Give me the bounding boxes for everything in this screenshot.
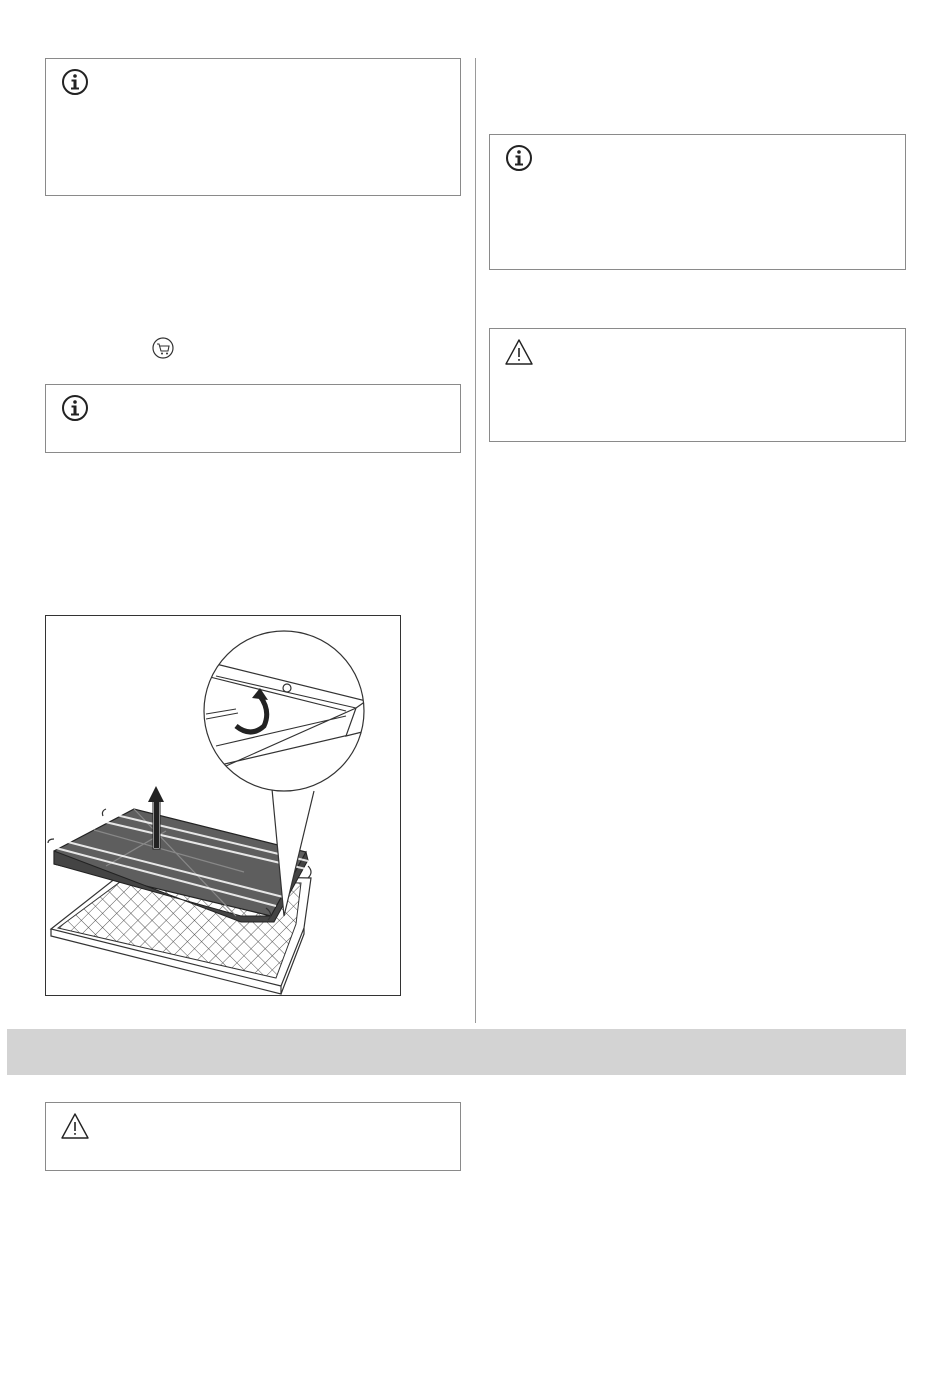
column-divider: [475, 58, 476, 1023]
filter-replacement-figure: [45, 615, 401, 996]
info-icon: [60, 67, 90, 97]
warning-icon: [504, 337, 534, 367]
info-icon: [60, 393, 90, 423]
info-notice-mid-left: [45, 384, 461, 453]
info-notice-top-left: [45, 58, 461, 196]
warning-icon: [60, 1111, 90, 1141]
section-banner: [7, 1029, 906, 1075]
detail-magnifier: [204, 631, 366, 791]
info-icon: [504, 143, 534, 173]
info-notice-top-right: [489, 134, 906, 270]
warning-notice-right: [489, 328, 906, 442]
shopping-cart-icon: [152, 337, 174, 359]
filter-illustration: [46, 616, 400, 995]
warning-notice-bottom-left: [45, 1102, 461, 1171]
